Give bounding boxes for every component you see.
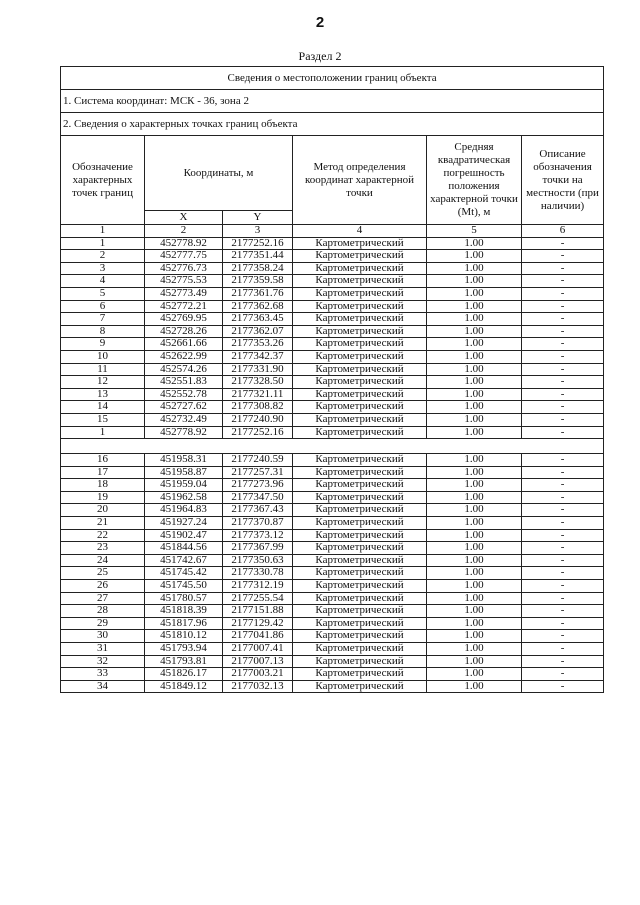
point-number: 4: [61, 275, 145, 288]
col-number: 2: [145, 225, 223, 238]
coord-y: 2177328.50: [223, 376, 293, 389]
description: -: [522, 554, 604, 567]
coord-y: 2177363.45: [223, 313, 293, 326]
description: -: [522, 643, 604, 656]
table-row: [61, 287, 604, 300]
method: Картометрический: [293, 262, 427, 275]
description: -: [522, 376, 604, 389]
point-number: 7: [61, 313, 145, 326]
coord-x: 451958.31: [145, 454, 223, 467]
error-mt: 1.00: [427, 605, 522, 618]
coord-x: 451818.39: [145, 605, 223, 618]
point-number: 18: [61, 479, 145, 492]
table-title-row: [61, 67, 604, 90]
table-row: [61, 466, 604, 479]
error-mt: 1.00: [427, 617, 522, 630]
header-y: Y: [223, 211, 293, 225]
method: Картометрический: [293, 479, 427, 492]
coord-x: 451902.47: [145, 529, 223, 542]
method: Картометрический: [293, 504, 427, 517]
coord-x: 451793.94: [145, 643, 223, 656]
coord-y: 2177367.99: [223, 542, 293, 555]
point-number: 13: [61, 388, 145, 401]
table-row: [61, 567, 604, 580]
method: Картометрический: [293, 325, 427, 338]
coord-x: 452732.49: [145, 413, 223, 426]
description: -: [522, 287, 604, 300]
error-mt: 1.00: [427, 542, 522, 555]
error-mt: 1.00: [427, 479, 522, 492]
subtitle-row: [61, 113, 604, 136]
point-number: 15: [61, 413, 145, 426]
error-mt: 1.00: [427, 350, 522, 363]
coord-x: 452775.53: [145, 275, 223, 288]
table-row: [61, 554, 604, 567]
coord-x: 451964.83: [145, 504, 223, 517]
coord-y: 2177362.68: [223, 300, 293, 313]
description: -: [522, 655, 604, 668]
error-mt: 1.00: [427, 554, 522, 567]
description: -: [522, 313, 604, 326]
coord-y: 2177007.13: [223, 655, 293, 668]
coord-x: 452622.99: [145, 350, 223, 363]
description: -: [522, 275, 604, 288]
point-number: 14: [61, 401, 145, 414]
table-row: [61, 413, 604, 426]
table-row: [61, 655, 604, 668]
error-mt: 1.00: [427, 300, 522, 313]
point-number: 23: [61, 542, 145, 555]
table-row: [61, 376, 604, 389]
coord-y: 2177032.13: [223, 680, 293, 693]
method: Картометрический: [293, 617, 427, 630]
description: -: [522, 517, 604, 530]
description: -: [522, 250, 604, 263]
coord-y: 2177312.19: [223, 580, 293, 593]
method: Картометрический: [293, 554, 427, 567]
error-mt: 1.00: [427, 454, 522, 467]
table-row: [61, 517, 604, 530]
column-numbers-row: [61, 225, 604, 238]
method: Картометрический: [293, 376, 427, 389]
coord-x: 451745.50: [145, 580, 223, 593]
error-mt: 1.00: [427, 491, 522, 504]
point-number: 26: [61, 580, 145, 593]
description: -: [522, 491, 604, 504]
description: -: [522, 413, 604, 426]
coord-y: 2177373.12: [223, 529, 293, 542]
coord-x: 451962.58: [145, 491, 223, 504]
coord-x: 452727.62: [145, 401, 223, 414]
coord-y: 2177347.50: [223, 491, 293, 504]
error-mt: 1.00: [427, 630, 522, 643]
coord-x: 451826.17: [145, 668, 223, 681]
col-number: 4: [293, 225, 427, 238]
method: Картометрический: [293, 275, 427, 288]
point-number: 20: [61, 504, 145, 517]
coord-x: 452776.73: [145, 262, 223, 275]
coord-y: 2177342.37: [223, 350, 293, 363]
error-mt: 1.00: [427, 262, 522, 275]
method: Картометрический: [293, 567, 427, 580]
coord-x: 451793.81: [145, 655, 223, 668]
method: Картометрический: [293, 630, 427, 643]
coord-x: 452728.26: [145, 325, 223, 338]
coord-x: 451927.24: [145, 517, 223, 530]
header-description: Описание обозначения точки на местности (при наличии): [522, 136, 604, 225]
method: Картометрический: [293, 300, 427, 313]
coord-y: 2177330.78: [223, 567, 293, 580]
point-number: 6: [61, 300, 145, 313]
boundary-points-table: [60, 66, 604, 693]
error-mt: 1.00: [427, 388, 522, 401]
description: -: [522, 504, 604, 517]
point-number: 5: [61, 287, 145, 300]
table-row: [61, 237, 604, 250]
point-number: 34: [61, 680, 145, 693]
method: Картометрический: [293, 313, 427, 326]
point-number: 1: [61, 237, 145, 250]
table-row: [61, 262, 604, 275]
table-row: [61, 542, 604, 555]
description: -: [522, 325, 604, 338]
description: -: [522, 617, 604, 630]
error-mt: 1.00: [427, 580, 522, 593]
coord-y: 2177359.58: [223, 275, 293, 288]
method: Картометрический: [293, 668, 427, 681]
table-row: [61, 630, 604, 643]
coord-y: 2177257.31: [223, 466, 293, 479]
table-row: [61, 313, 604, 326]
table-row: [61, 643, 604, 656]
table-row: [61, 350, 604, 363]
point-number: 19: [61, 491, 145, 504]
description: -: [522, 262, 604, 275]
coord-y: 2177358.24: [223, 262, 293, 275]
table-row: [61, 454, 604, 467]
point-number: 16: [61, 454, 145, 467]
description: -: [522, 401, 604, 414]
coord-x: 452773.49: [145, 287, 223, 300]
coord-y: 2177321.11: [223, 388, 293, 401]
point-number: 29: [61, 617, 145, 630]
error-mt: 1.00: [427, 655, 522, 668]
coord-y: 2177331.90: [223, 363, 293, 376]
point-number: 2: [61, 250, 145, 263]
coord-y: 2177255.54: [223, 592, 293, 605]
method: Картометрический: [293, 580, 427, 593]
error-mt: 1.00: [427, 517, 522, 530]
point-number: 30: [61, 630, 145, 643]
point-number: 31: [61, 643, 145, 656]
method: Картометрический: [293, 350, 427, 363]
error-mt: 1.00: [427, 250, 522, 263]
table-row: [61, 668, 604, 681]
table-title: Сведения о местоположении границ объекта: [61, 67, 604, 90]
page-number: 2: [315, 14, 325, 31]
coord-y: 2177350.63: [223, 554, 293, 567]
description: -: [522, 567, 604, 580]
method: Картометрический: [293, 388, 427, 401]
table-row: [61, 605, 604, 618]
error-mt: 1.00: [427, 680, 522, 693]
method: Картометрический: [293, 237, 427, 250]
table-row: [61, 275, 604, 288]
error-mt: 1.00: [427, 313, 522, 326]
point-number: 25: [61, 567, 145, 580]
table-row: [61, 491, 604, 504]
table-subtitle: 2. Сведения о характерных точках границ объекта: [61, 113, 604, 136]
error-mt: 1.00: [427, 363, 522, 376]
error-mt: 1.00: [427, 529, 522, 542]
error-mt: 1.00: [427, 668, 522, 681]
table-row: [61, 617, 604, 630]
coord-system-row: [61, 90, 604, 113]
point-number: 22: [61, 529, 145, 542]
description: -: [522, 237, 604, 250]
error-mt: 1.00: [427, 338, 522, 351]
error-mt: 1.00: [427, 504, 522, 517]
coord-x: 451780.57: [145, 592, 223, 605]
description: -: [522, 338, 604, 351]
coord-x: 452769.95: [145, 313, 223, 326]
coord-y: 2177367.43: [223, 504, 293, 517]
coord-y: 2177353.26: [223, 338, 293, 351]
description: -: [522, 454, 604, 467]
header-row: [61, 136, 604, 211]
error-mt: 1.00: [427, 413, 522, 426]
coord-y: 2177362.07: [223, 325, 293, 338]
error-mt: 1.00: [427, 275, 522, 288]
method: Картометрический: [293, 413, 427, 426]
point-number: 9: [61, 338, 145, 351]
coord-y: 2177351.44: [223, 250, 293, 263]
coord-y: 2177129.42: [223, 617, 293, 630]
error-mt: 1.00: [427, 426, 522, 439]
method: Картометрический: [293, 643, 427, 656]
table-row: [61, 338, 604, 351]
point-number: 12: [61, 376, 145, 389]
description: -: [522, 605, 604, 618]
error-mt: 1.00: [427, 376, 522, 389]
point-number: 8: [61, 325, 145, 338]
table-row: [61, 529, 604, 542]
coord-system: 1. Система координат: МСК - 36, зона 2: [61, 90, 604, 113]
coord-y: 2177308.82: [223, 401, 293, 414]
error-mt: 1.00: [427, 592, 522, 605]
header-method: Метод определения координат характерной точки: [293, 136, 427, 225]
method: Картометрический: [293, 363, 427, 376]
blank-separator-row: [61, 439, 604, 454]
col-number: 5: [427, 225, 522, 238]
method: Картометрический: [293, 605, 427, 618]
coord-x: 451958.87: [145, 466, 223, 479]
coord-x: 452661.66: [145, 338, 223, 351]
point-number: 27: [61, 592, 145, 605]
coord-x: 451745.42: [145, 567, 223, 580]
description: -: [522, 426, 604, 439]
error-mt: 1.00: [427, 643, 522, 656]
method: Картометрический: [293, 287, 427, 300]
header-x: X: [145, 211, 223, 225]
method: Картометрический: [293, 592, 427, 605]
description: -: [522, 479, 604, 492]
coord-x: 451844.56: [145, 542, 223, 555]
blank-cell: [61, 439, 604, 454]
col-number: 6: [522, 225, 604, 238]
coord-y: 2177252.16: [223, 237, 293, 250]
table-row: [61, 479, 604, 492]
point-number: 32: [61, 655, 145, 668]
description: -: [522, 630, 604, 643]
table-row: [61, 401, 604, 414]
point-number: 33: [61, 668, 145, 681]
coord-y: 2177003.21: [223, 668, 293, 681]
coord-y: 2177240.59: [223, 454, 293, 467]
coord-y: 2177240.90: [223, 413, 293, 426]
section-title: Раздел 2: [298, 49, 342, 63]
method: Картометрический: [293, 338, 427, 351]
header-error: Средняя квадратическая погрешность положения характерной точки (Mt), м: [427, 136, 522, 225]
point-number: 3: [61, 262, 145, 275]
table-row: [61, 250, 604, 263]
method: Картометрический: [293, 401, 427, 414]
description: -: [522, 542, 604, 555]
description: -: [522, 300, 604, 313]
coord-x: 451959.04: [145, 479, 223, 492]
description: -: [522, 668, 604, 681]
error-mt: 1.00: [427, 325, 522, 338]
method: Картометрический: [293, 655, 427, 668]
description: -: [522, 466, 604, 479]
method: Картометрический: [293, 517, 427, 530]
point-number: 17: [61, 466, 145, 479]
header-coordinates: Координаты, м: [145, 136, 293, 211]
method: Картометрический: [293, 250, 427, 263]
description: -: [522, 592, 604, 605]
description: -: [522, 529, 604, 542]
coord-y: 2177370.87: [223, 517, 293, 530]
description: -: [522, 680, 604, 693]
coord-x: 452778.92: [145, 426, 223, 439]
coord-y: 2177041.86: [223, 630, 293, 643]
coord-x: 452778.92: [145, 237, 223, 250]
method: Картометрический: [293, 466, 427, 479]
description: -: [522, 350, 604, 363]
coord-x: 451817.96: [145, 617, 223, 630]
table-row: [61, 325, 604, 338]
coord-x: 452574.26: [145, 363, 223, 376]
error-mt: 1.00: [427, 466, 522, 479]
col-number: 3: [223, 225, 293, 238]
table-row: [61, 363, 604, 376]
method: Картометрический: [293, 454, 427, 467]
point-number: 21: [61, 517, 145, 530]
error-mt: 1.00: [427, 401, 522, 414]
table-row: [61, 388, 604, 401]
method: Картометрический: [293, 426, 427, 439]
coord-x: 451810.12: [145, 630, 223, 643]
coord-x: 451849.12: [145, 680, 223, 693]
coord-x: 452552.78: [145, 388, 223, 401]
description: -: [522, 388, 604, 401]
error-mt: 1.00: [427, 287, 522, 300]
error-mt: 1.00: [427, 237, 522, 250]
method: Картометрический: [293, 491, 427, 504]
point-number: 28: [61, 605, 145, 618]
coord-x: 452777.75: [145, 250, 223, 263]
coord-x: 452772.21: [145, 300, 223, 313]
table-row: [61, 300, 604, 313]
description: -: [522, 363, 604, 376]
table-row: [61, 426, 604, 439]
table-row: [61, 680, 604, 693]
table-row: [61, 504, 604, 517]
coord-x: 451742.67: [145, 554, 223, 567]
col-number: 1: [61, 225, 145, 238]
coord-y: 2177361.76: [223, 287, 293, 300]
coord-y: 2177252.16: [223, 426, 293, 439]
error-mt: 1.00: [427, 567, 522, 580]
header-point-designation: Обозначение характерных точек границ: [61, 136, 145, 225]
coord-y: 2177273.96: [223, 479, 293, 492]
table-row: [61, 580, 604, 593]
point-number: 11: [61, 363, 145, 376]
method: Картометрический: [293, 529, 427, 542]
coord-y: 2177151.88: [223, 605, 293, 618]
description: -: [522, 580, 604, 593]
point-number: 1: [61, 426, 145, 439]
method: Картометрический: [293, 542, 427, 555]
point-number: 10: [61, 350, 145, 363]
coord-x: 452551.83: [145, 376, 223, 389]
coord-y: 2177007.41: [223, 643, 293, 656]
table-row: [61, 592, 604, 605]
point-number: 24: [61, 554, 145, 567]
method: Картометрический: [293, 680, 427, 693]
